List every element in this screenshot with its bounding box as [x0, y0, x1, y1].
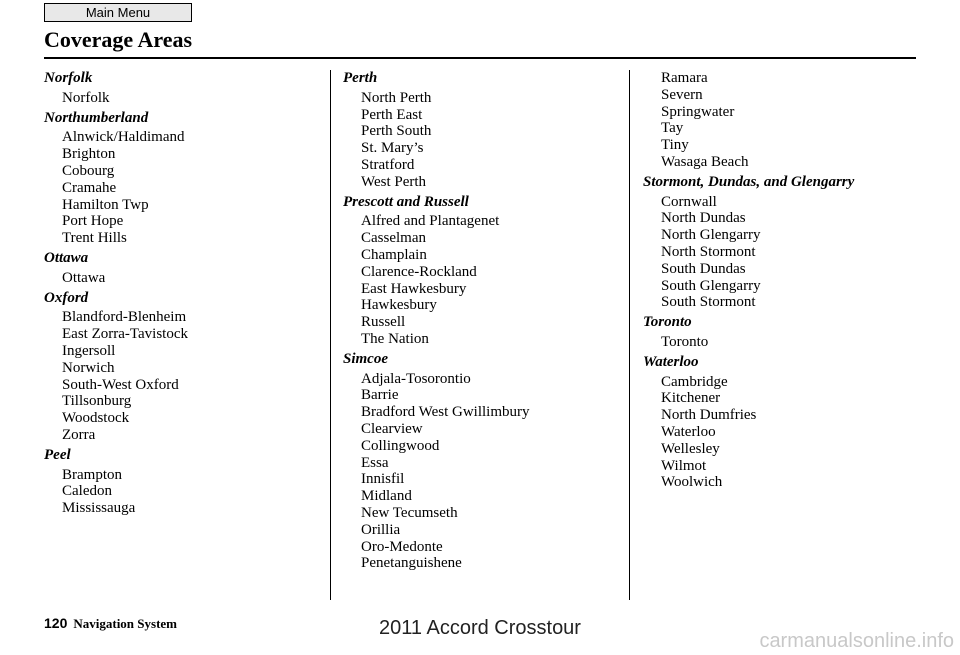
area-item: Stratford [361, 156, 415, 173]
area-item: Alnwick/Haldimand [62, 129, 185, 146]
region-group [44, 110, 324, 247]
area-item: Wellesley [661, 440, 720, 457]
area-item: South Stormont [661, 294, 756, 311]
area-list [44, 270, 324, 287]
page-title: Coverage Areas [44, 27, 193, 52]
area-item: The Nation [361, 330, 429, 347]
region-title: Northumberland [44, 109, 149, 126]
page-number: 120 [44, 615, 68, 631]
area-item: Severn [661, 86, 703, 103]
area-item: South Glengarry [661, 277, 761, 294]
section-name: Navigation System [73, 616, 177, 631]
region-title: Perth [343, 70, 378, 86]
area-item: South Dundas [661, 260, 746, 277]
area-item: Orillia [361, 521, 401, 538]
region-title: Simcoe [343, 350, 388, 367]
area-item: Alfred and Plantagenet [361, 213, 500, 230]
area-item: North Dumfries [661, 407, 757, 424]
area-item: Perth East [361, 106, 423, 123]
area-item: East Hawkesbury [361, 280, 467, 297]
area-item: North Glengarry [661, 227, 761, 244]
area-item: Springwater [661, 103, 735, 120]
area-list [643, 70, 923, 171]
area-list [643, 374, 923, 492]
column-1 [44, 70, 324, 520]
area-list [44, 90, 324, 107]
area-item: Wasaga Beach [661, 153, 749, 170]
area-list [343, 90, 623, 191]
region-group [643, 354, 923, 491]
area-item: Zorra [62, 426, 96, 443]
region-title: Norfolk [44, 70, 93, 86]
area-item: Cramahe [62, 179, 117, 196]
area-list [44, 467, 324, 517]
column-3 [643, 70, 923, 494]
area-item: Hawkesbury [361, 297, 437, 314]
region-group [44, 70, 324, 107]
area-list [643, 194, 923, 312]
area-item: Norfolk [62, 89, 110, 106]
area-item: Trent Hills [62, 230, 127, 247]
area-list [643, 334, 923, 351]
area-list [44, 129, 324, 247]
region-title: Toronto [643, 314, 692, 331]
area-item: New Tecumseth [361, 504, 458, 521]
area-item: Cambridge [661, 373, 728, 390]
region-group [343, 70, 623, 191]
area-item: Clarence-Rockland [361, 263, 477, 280]
watermark-title: 2011 Accord Crosstour [379, 617, 581, 639]
area-item: Penetanguishene [361, 555, 462, 572]
region-group [44, 447, 324, 517]
column-divider [629, 70, 630, 600]
area-item: Blandford-Blenheim [62, 309, 187, 326]
area-item: Cornwall [661, 193, 717, 210]
region-title: Stormont, Dundas, and Glengarry [643, 173, 855, 190]
area-item: Toronto [661, 333, 709, 350]
title-rule [44, 57, 916, 59]
region-title: Peel [44, 446, 71, 463]
area-item: Ramara [661, 70, 708, 86]
area-item: Innisfil [361, 471, 405, 488]
area-item: Waterloo [661, 423, 716, 440]
area-item: Champlain [361, 246, 427, 263]
area-item: Russell [361, 314, 406, 331]
area-item: Essa [361, 454, 389, 471]
area-item: Barrie [361, 387, 399, 404]
area-list [343, 371, 623, 573]
region-group [44, 290, 324, 444]
area-item: Wilmot [661, 457, 707, 474]
area-item: Woolwich [661, 474, 723, 491]
main-menu-button[interactable]: Main Menu [44, 3, 192, 22]
region-group [343, 351, 623, 572]
site-watermark: carmanualsonline.info [759, 630, 954, 652]
region-group [44, 250, 324, 287]
area-item: South-West Oxford [62, 376, 179, 393]
region-title: Oxford [44, 289, 89, 306]
column-2 [343, 70, 623, 575]
area-item: Casselman [361, 230, 426, 247]
area-item: Ingersoll [62, 342, 116, 359]
area-item: Bradford West Gwillimbury [361, 404, 530, 421]
area-item: Ottawa [62, 269, 106, 286]
area-item: Brampton [62, 466, 122, 483]
area-item: Tay [661, 120, 684, 137]
area-list [343, 213, 623, 347]
area-item: Adjala-Tosorontio [361, 370, 471, 387]
area-item: Brighton [62, 146, 116, 163]
region-title: Waterloo [643, 353, 699, 370]
region-title: Prescott and Russell [343, 193, 469, 210]
area-item: Mississauga [62, 500, 136, 517]
area-item: Norwich [62, 359, 115, 376]
area-item: North Dundas [661, 210, 746, 227]
area-item: Midland [361, 488, 412, 505]
area-item: North Perth [361, 89, 432, 106]
area-item: Cobourg [62, 162, 115, 179]
area-item: East Zorra-Tavistock [62, 326, 188, 343]
area-item: Clearview [361, 420, 423, 437]
region-group [643, 70, 923, 171]
area-item: Hamilton Twp [62, 196, 149, 213]
area-item: Collingwood [361, 437, 440, 454]
area-item: Perth South [361, 123, 432, 140]
area-list [44, 309, 324, 443]
column-divider [330, 70, 331, 600]
region-group [343, 194, 623, 348]
region-group [643, 314, 923, 351]
area-item: Woodstock [62, 410, 130, 427]
area-item: St. Mary’s [361, 140, 424, 157]
region-group [643, 174, 923, 311]
area-item: Oro-Medonte [361, 538, 443, 555]
area-item: Port Hope [62, 213, 124, 230]
area-item: Caledon [62, 483, 112, 500]
area-item: Tiny [661, 137, 689, 154]
area-item: Tillsonburg [62, 393, 132, 410]
area-item: North Stormont [661, 243, 756, 260]
area-item: West Perth [361, 173, 427, 190]
region-title: Ottawa [44, 249, 89, 266]
area-item: Kitchener [661, 390, 721, 407]
